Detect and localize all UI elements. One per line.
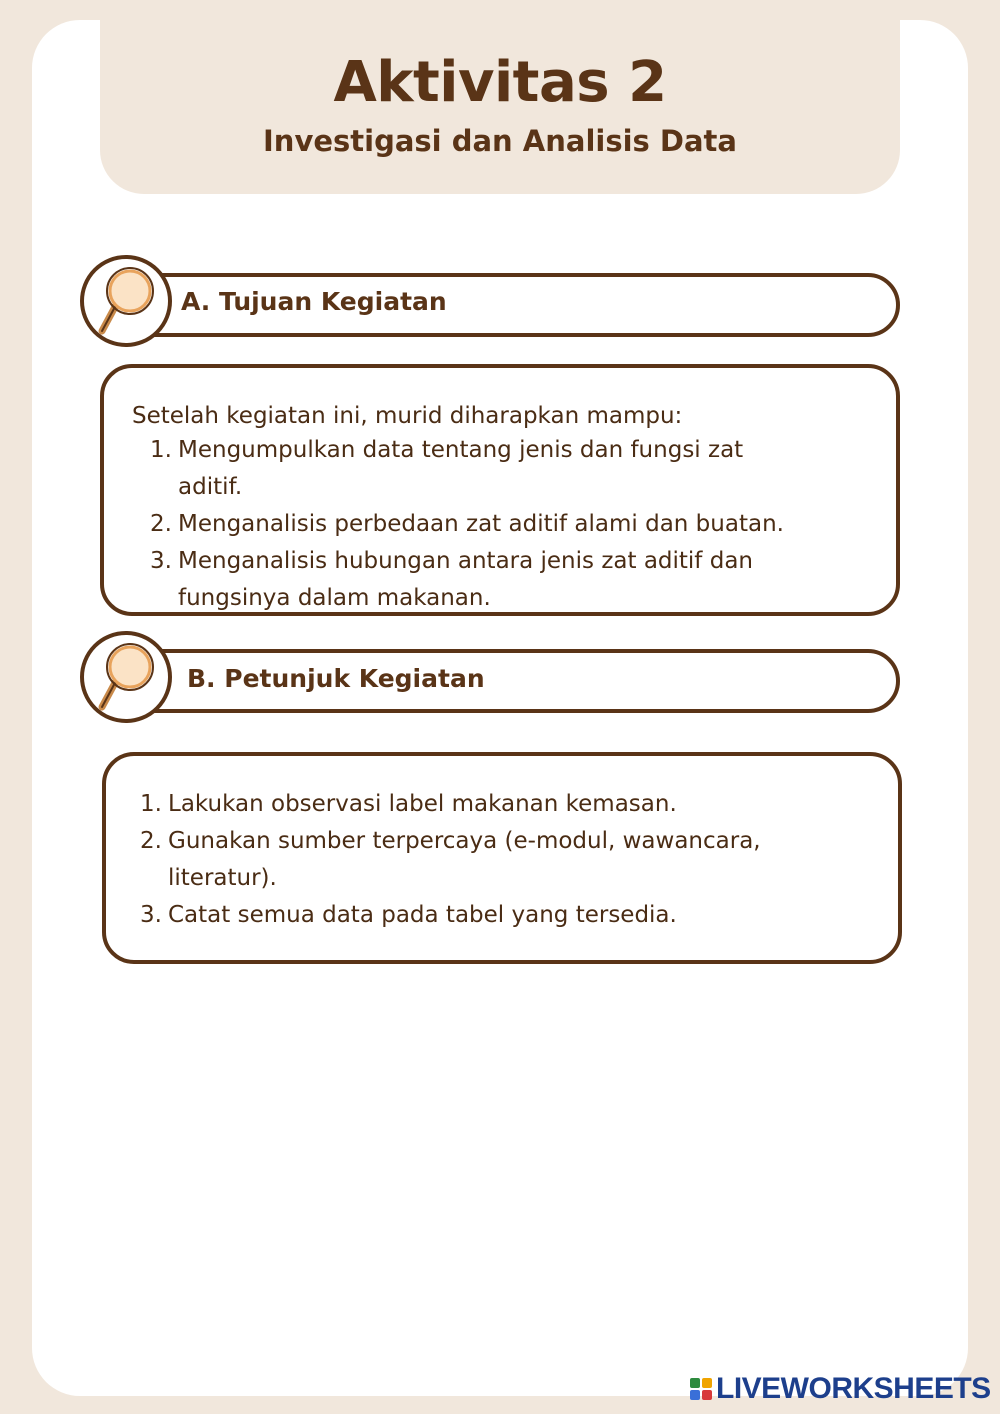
list-item: 1. Mengumpulkan data tentang jenis dan fungsi zat aditif. (150, 437, 744, 500)
section-b-content (102, 752, 902, 964)
list-item: 3. Menganalisis hubungan antara jenis zat aditif dan fungsinya dalam makanan. (150, 548, 753, 611)
section-a-content (100, 364, 900, 616)
liveworksheets-logo-icon (690, 1378, 712, 1400)
section-a-title: A. Tujuan Kegiatan (181, 287, 447, 316)
list-item: 1. Lakukan observasi label makanan kemasan. (140, 791, 677, 817)
magnifying-glass-icon (80, 631, 172, 723)
page-subtitle: Investigasi dan Analisis Data (263, 124, 737, 158)
section-b-list (124, 786, 761, 934)
page-title: Aktivitas 2 (333, 50, 667, 115)
section-b-title: B. Petunjuk Kegiatan (187, 664, 485, 693)
section-a-list (134, 432, 784, 617)
liveworksheets-watermark (690, 1374, 991, 1404)
header-banner (100, 0, 900, 194)
list-item: 3. Catat semua data pada tabel yang tersedia. (140, 902, 677, 928)
list-item: 2. Menganalisis perbedaan zat aditif alami dan buatan. (150, 511, 784, 537)
watermark-text: LIVEWORKSHEETS (716, 1372, 991, 1405)
list-item: 2. Gunakan sumber terpercaya (e-modul, wawancara, literatur). (140, 828, 761, 891)
magnifying-glass-icon (80, 255, 172, 347)
section-a-intro: Setelah kegiatan ini, murid diharapkan mampu: (132, 403, 683, 429)
